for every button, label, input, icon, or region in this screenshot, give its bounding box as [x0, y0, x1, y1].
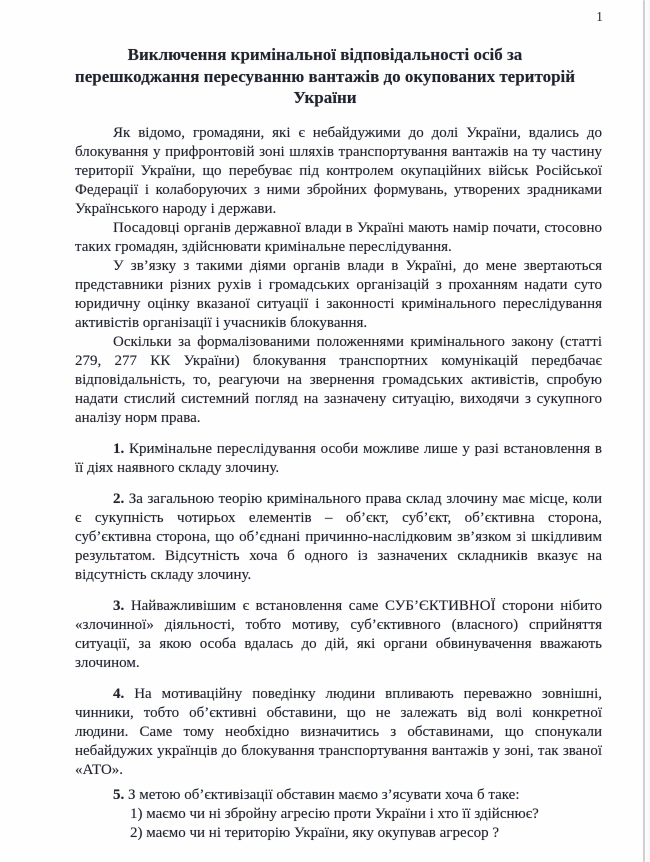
item-2-number: 2. — [113, 490, 125, 507]
document-title — [55, 44, 595, 109]
item-1-number: 1. — [113, 440, 125, 457]
scan-edge-shade — [645, 0, 650, 862]
item-4-text: На мотиваційну поведінку людини впливають переважно зовнішні, чинники, тобто об’єктивні обставини, що не залежать від волі конкретної людини. Саме тому необхідно визначитись з обставинами, що спонукали небайдужих українців до блокування транспортування вантажів у зоні, так званої «АТО». — [75, 685, 602, 778]
numbered-item-2 — [75, 490, 602, 585]
document-body — [75, 124, 602, 843]
page-number: 1 — [596, 10, 603, 25]
item-3-text: Найважливішим є встановлення саме СУБ’ЄКТИВНОЇ сторони нібито «злочинної» діяльності, тобто мотиву, суб’єктивного (власного) сприйняття ситуації, за якою особа вдалась до дій, які органи обвинувачення вважають злочином. — [75, 597, 602, 671]
paragraph-intro-4: Оскільки за формалізованими положеннями кримінального закону (статті 279, 277 КК України) блокування транспортних комунікацій передбачає відповідальність, то, реагуючи на звернення громадських активістів, спробую надати стислий системний погляд на зазначену ситуацію, виходячи з сукупного аналізу норм права. — [75, 333, 602, 426]
item-3-number: 3. — [113, 597, 125, 614]
item-1-text: Кримінальне переслідування особи можливе лише у разі встановлення в її діях наявного складу злочину. — [75, 440, 602, 476]
numbered-item-4 — [75, 685, 602, 780]
item-4-number: 4. — [113, 685, 125, 702]
numbered-item-1 — [75, 440, 602, 478]
title-line-1: Виключення кримінальної відповідальності осіб за — [127, 45, 523, 64]
item-5-sub-item-1: 1) маємо чи ні збройну агресію проти України і хто її здійснює? — [130, 805, 539, 822]
item-5-sub-item-2: 2) маємо чи ні територію України, яку окупував агресор ? — [130, 824, 500, 841]
item-2-text: За загальною теорію кримінального права склад злочину має місце, коли є сукупність чотирьох елементів – об’єкт, суб’єкт, об’єктивна сторона, суб’єктивна сторона, що об’єднані причинно-наслідковим зв’язком зі шкідливим результатом. Відсутність хоча б одного із зазначених складників вказує на відсутність складу злочину. — [75, 490, 602, 583]
item-5-text: З метою об’єктивізації обставин маємо з’ясувати хоча б таке: — [124, 786, 520, 803]
title-line-2: перешкоджання пересуванню вантажів до окупованих територій — [74, 66, 576, 86]
numbered-item-5 — [75, 786, 602, 805]
paragraph-intro-3: У зв’язку з такими діями органів влади в Україні, до мене звертаються представники різних рухів і громадських організацій з проханням надати суто юридичну оцінку вказаної ситуації і законності кримінального переслідування активістів організації і учасників блокування. — [75, 257, 602, 331]
paragraph-intro-1: Як відомо, громадяни, які є небайдужими до долі України, вдались до блокування у прифронтовій зоні шляхів транспортування вантажів на ту частину території України, що перебуває під контролем окупаційних військ Російської Федерації і колаборуючих з ними збройних формувань, утворених зрадниками Українського народу і держави. — [75, 124, 602, 217]
title-line-3: України — [293, 88, 357, 107]
paragraph-intro-2: Посадовці органів державної влади в Україні мають намір почати, стосовно таких громадян, здійснювати кримінальне переслідування. — [75, 219, 602, 255]
item-5-number: 5. — [113, 786, 125, 803]
numbered-item-3 — [75, 597, 602, 673]
